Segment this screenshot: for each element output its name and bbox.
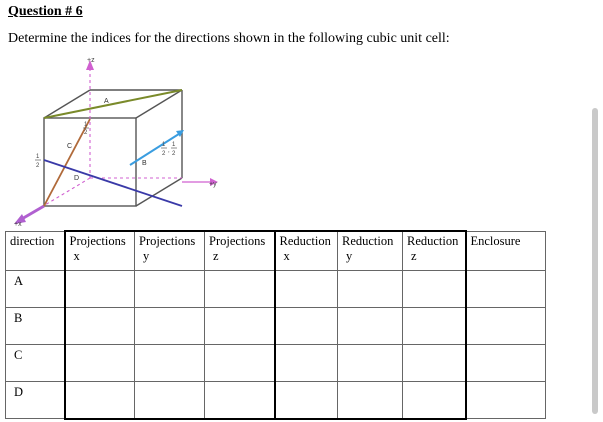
svg-text:,: , [168,148,170,154]
cell-c-enclosure[interactable] [466,345,546,382]
axis-y-label: +y [209,181,217,188]
fraction-half-d [35,154,41,169]
table-row [6,308,546,345]
svg-text:1: 1 [84,122,88,128]
cell-d-reduction-z[interactable] [403,382,466,419]
direction-label-b: B [142,160,147,167]
cell-c-reduction-z[interactable] [403,345,466,382]
cell-a-reduction-x[interactable] [275,271,338,308]
cell-c-projection-y[interactable] [135,345,205,382]
question-title: Question # 6 [8,4,83,19]
cell-a-reduction-z[interactable] [403,271,466,308]
cell-b-projection-y[interactable] [135,308,205,345]
cell-b-enclosure[interactable] [466,308,546,345]
row-label-b: B [6,308,65,345]
svg-text:1: 1 [162,142,166,148]
svg-text:1: 1 [36,154,40,160]
cell-a-projection-z[interactable] [205,271,275,308]
cell-b-reduction-x[interactable] [275,308,338,345]
cell-d-enclosure[interactable] [466,382,546,419]
cell-d-reduction-y[interactable] [338,382,403,419]
header-enclosure: Enclosure [466,231,546,271]
cell-b-reduction-y[interactable] [338,308,403,345]
vertical-scrollbar[interactable] [592,108,598,414]
svg-text:1: 1 [172,142,176,148]
row-label-a: A [6,271,65,308]
svg-text:2: 2 [36,163,40,169]
svg-text:2: 2 [162,151,166,157]
table-row [6,271,546,308]
svg-text:2: 2 [84,130,88,136]
header-projections-y: Projections y [135,231,205,271]
cell-d-projection-x[interactable] [65,382,135,419]
cell-c-projection-z[interactable] [205,345,275,382]
cell-a-projection-x[interactable] [65,271,135,308]
cell-b-reduction-z[interactable] [403,308,466,345]
axis-z-label: +z [87,57,95,64]
svg-text:2: 2 [172,151,176,157]
direction-label-d: D [74,175,80,182]
question-prompt: Determine the indices for the directions shown in the following cubic unit cell: [8,31,450,46]
row-label-c: C [6,345,65,382]
row-label-d: D [6,382,65,419]
header-reduction-z: Reduction z [403,231,466,271]
indices-table [5,230,546,420]
cell-a-projection-y[interactable] [135,271,205,308]
header-reduction-x: Reduction x [275,231,338,271]
header-projections-z: Projections z [205,231,275,271]
header-projections-x: Projections x [65,231,135,271]
table-row [6,345,546,382]
fraction-half-half-b [161,142,177,157]
cell-a-enclosure[interactable] [466,271,546,308]
cell-c-reduction-x[interactable] [275,345,338,382]
cell-c-reduction-y[interactable] [338,345,403,382]
cell-d-projection-y[interactable] [135,382,205,419]
cell-c-projection-x[interactable] [65,345,135,382]
cell-b-projection-z[interactable] [205,308,275,345]
cell-d-projection-z[interactable] [205,382,275,419]
header-reduction-y: Reduction y [338,231,403,271]
table-row [6,382,546,419]
cell-b-projection-x[interactable] [65,308,135,345]
cell-d-reduction-x[interactable] [275,382,338,419]
direction-label-a: A [104,98,109,105]
axis-x-label: +x [14,221,22,228]
header-direction: direction [6,231,65,271]
direction-label-c: C [67,143,73,150]
cell-a-reduction-y[interactable] [338,271,403,308]
